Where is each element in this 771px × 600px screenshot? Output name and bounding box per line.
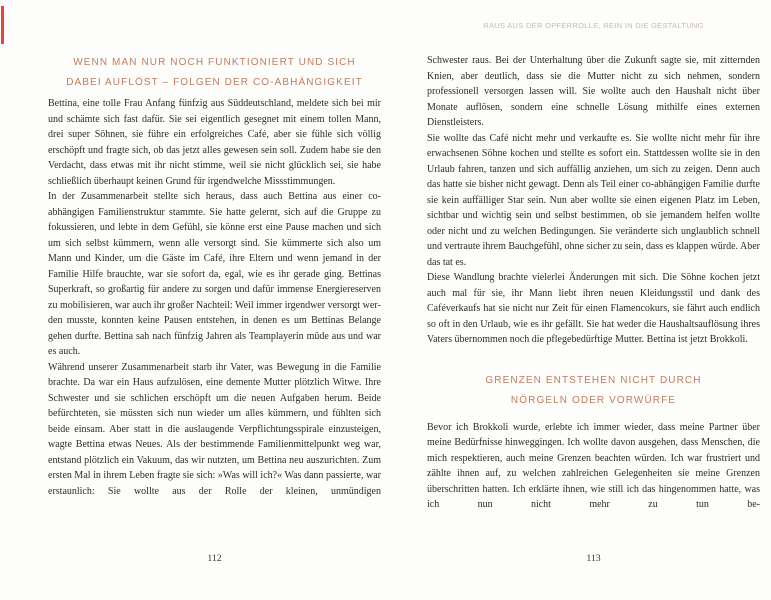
paragraph: Bettina, eine tolle Frau Anfang fünfzig aus Süddeutschland, meldete sich bei mir und schämte sich fast dafür. Sie sei eigentlich gesegnet mit einem tollen Mann, drei super Söhnen, sie führe ein erfolgreiches Café, aber sie fühle sich völlig erschöpft und fragte sich, ob das jetzt alles gewesen sein soll. Zudem habe sie den Verdacht, dass etwas mit ihr nicht stimme, weil sie nicht glücklich sei, sie habe schließlich überhaupt keinen Grund für irgendwelche Missstimmungen. <box>48 98 381 187</box>
paragraph: In der Zusammenarbeit stellte sich heraus, dass auch Bettina aus einer co-abhängigen Familienstruktur stammte. Sie hatte gelernt, sich auf die Gruppe zu fokussieren, und lebte in dem Gefühl, sie könne erst eine Pause machen und sich um sich selbst kümmern, wenn alle versorgt sind. Sie kümmerte sich also um Mann und Kinder, um die Gäste im Café, ihre Eltern und wenn jemand in der Familie Hilfe brauchte, war sie sofort da, egal, wie es ihr gerade ging. Bettinas Superkraft, so großartig für andere zu sorgen und dafür immense Energiereserven zu mobilisieren, war auch ihr großer Nachteil: Weil immer irgendwer versorgt werden musste, konnten keine Pausen entstehen, in denen es um Bettinas Belange gehen durfte. Bettina sah nach fünfzig Jahren als Teamplayerin müde aus und war es auch. <box>48 191 381 357</box>
page-number-left: 112 <box>207 553 222 564</box>
left-page-body-text <box>48 96 381 499</box>
paragraph: Während unserer Zusammenarbeit starb ihr Vater, was Bewegung in die Familie brachte. Da war ein Haus aufzulösen, eine demente Mutter plötzlich Witwe. Ihre Schwester und sie schlichen erschöpft um die neuen Aufgaben herum. Beide befürchteten, sie müssten sich nun wieder um alles kümmern, und fühlten sich beide einsam. Aber statt in die auslaugende Verpflichtungsspirale einzusteigen, wagte Bettina etwas Neues. Als der bestimmende Familienmittelpunkt weg war, entstand plötzlich ein Vakuum, das wir nutzten, um Bettina neu auszurichten. Zum ersten Mal in ihrem Leben fragte sie sich: »Was will ich?« Was dann passierte, war erstaunlich: Sie wollte aus der Rolle der kleinen, unmündigen <box>48 361 381 497</box>
paragraph: Sie wollte das Café nicht mehr und verkaufte es. Sie wollte nicht mehr für ihre erwachsenen Söhne kochen und stellte es sofort ein. Stattdessen wollte sie in den Urlaub fahren, tanzen und sich auffällig anziehen, um sich zu zeigen. Denn auch das hatte sie bisher nicht gewagt. Denn als Teil einer co-abhängigen Familie durfte sie kein auffälliger Star sein. Nun aber wollte sie einen eigenen Platz im Leben, sichtbar und wichtig sein und selbst bestimmen, ob sie jemandem helfen wollte oder nicht und zu welchen Bedingungen. Sie veränderte sich unglaublich schnell und vertraute ihrem Bauchgefühl, ohne sicher zu sein, dass es klappen würde. Aber das tat es. <box>427 132 760 268</box>
right-page-body-text-bottom <box>427 420 760 513</box>
section-heading-right <box>427 371 760 411</box>
heading-line-2: NÖRGELN ODER VORWÜRFE <box>510 394 677 406</box>
right-page-body-text-top <box>427 0 760 348</box>
running-header: RAUS AUS DER OPFERROLLE, REIN IN DIE GESTALTUNG <box>483 21 704 30</box>
heading-line-2: DABEI AUFLÖST – FOLGEN DER CO-ABHÄNGIGKEIT <box>66 77 363 88</box>
paragraph: Diese Wandlung brachte vielerlei Änderungen mit sich. Die Söhne kochen jetzt auch mal für sie, ihr Mann liebt ihren neuen Kleidungsstil und dank des Caféverkaufs hat sie nicht nur Zeit für einen Flamencokurs, sie fährt auch endlich so oft in den Urlaub, wie es ihr gefällt. Sie hat weder die Haushaltsauflösung ihres Vaters übernommen noch die pflegebedürftige Mutter. Bettina ist jetzt Brokkoli. <box>427 272 760 345</box>
section-heading-left <box>48 0 381 93</box>
page-right <box>427 0 760 600</box>
paragraph: Bevor ich Brokkoli wurde, erlebte ich immer wieder, dass meine Partner über meine Bedürfnisse hinweggingen. Ich wollte davon ausgehen, dass Menschen, die mich respektieren, auch meine Grenzen beachten würden. Ich war frustriert und zählte ihnen auf, zu welchen zahlreichen Gelegenheiten sie meine Grenzen überschritten hatten. Ich erklärte ihnen, wie still ich das hingenommen hatte, was ich nun nicht mehr zu tun be- <box>427 421 760 510</box>
left-edge-accent-mark <box>1 6 4 44</box>
page-left <box>48 0 381 600</box>
heading-line-1: WENN MAN NUR NOCH FUNKTIONIERT UND SICH <box>73 57 356 68</box>
page-number-right: 113 <box>586 553 601 564</box>
heading-line-1: GRENZEN ENTSTEHEN NICHT DURCH <box>485 374 702 386</box>
paragraph: Schwester raus. Bei der Unterhaltung über die Zukunft sagte sie, mit zitternden Knien, aber deutlich, dass sie die Mutter nicht zu sich nehmen, sondern professionell versorgen lassen will. Sie wollte auch den Haushalt nicht über Monate auflösen, sondern eine schnelle Lösung mithilfe eines externen Dienstleisters. <box>427 55 760 128</box>
